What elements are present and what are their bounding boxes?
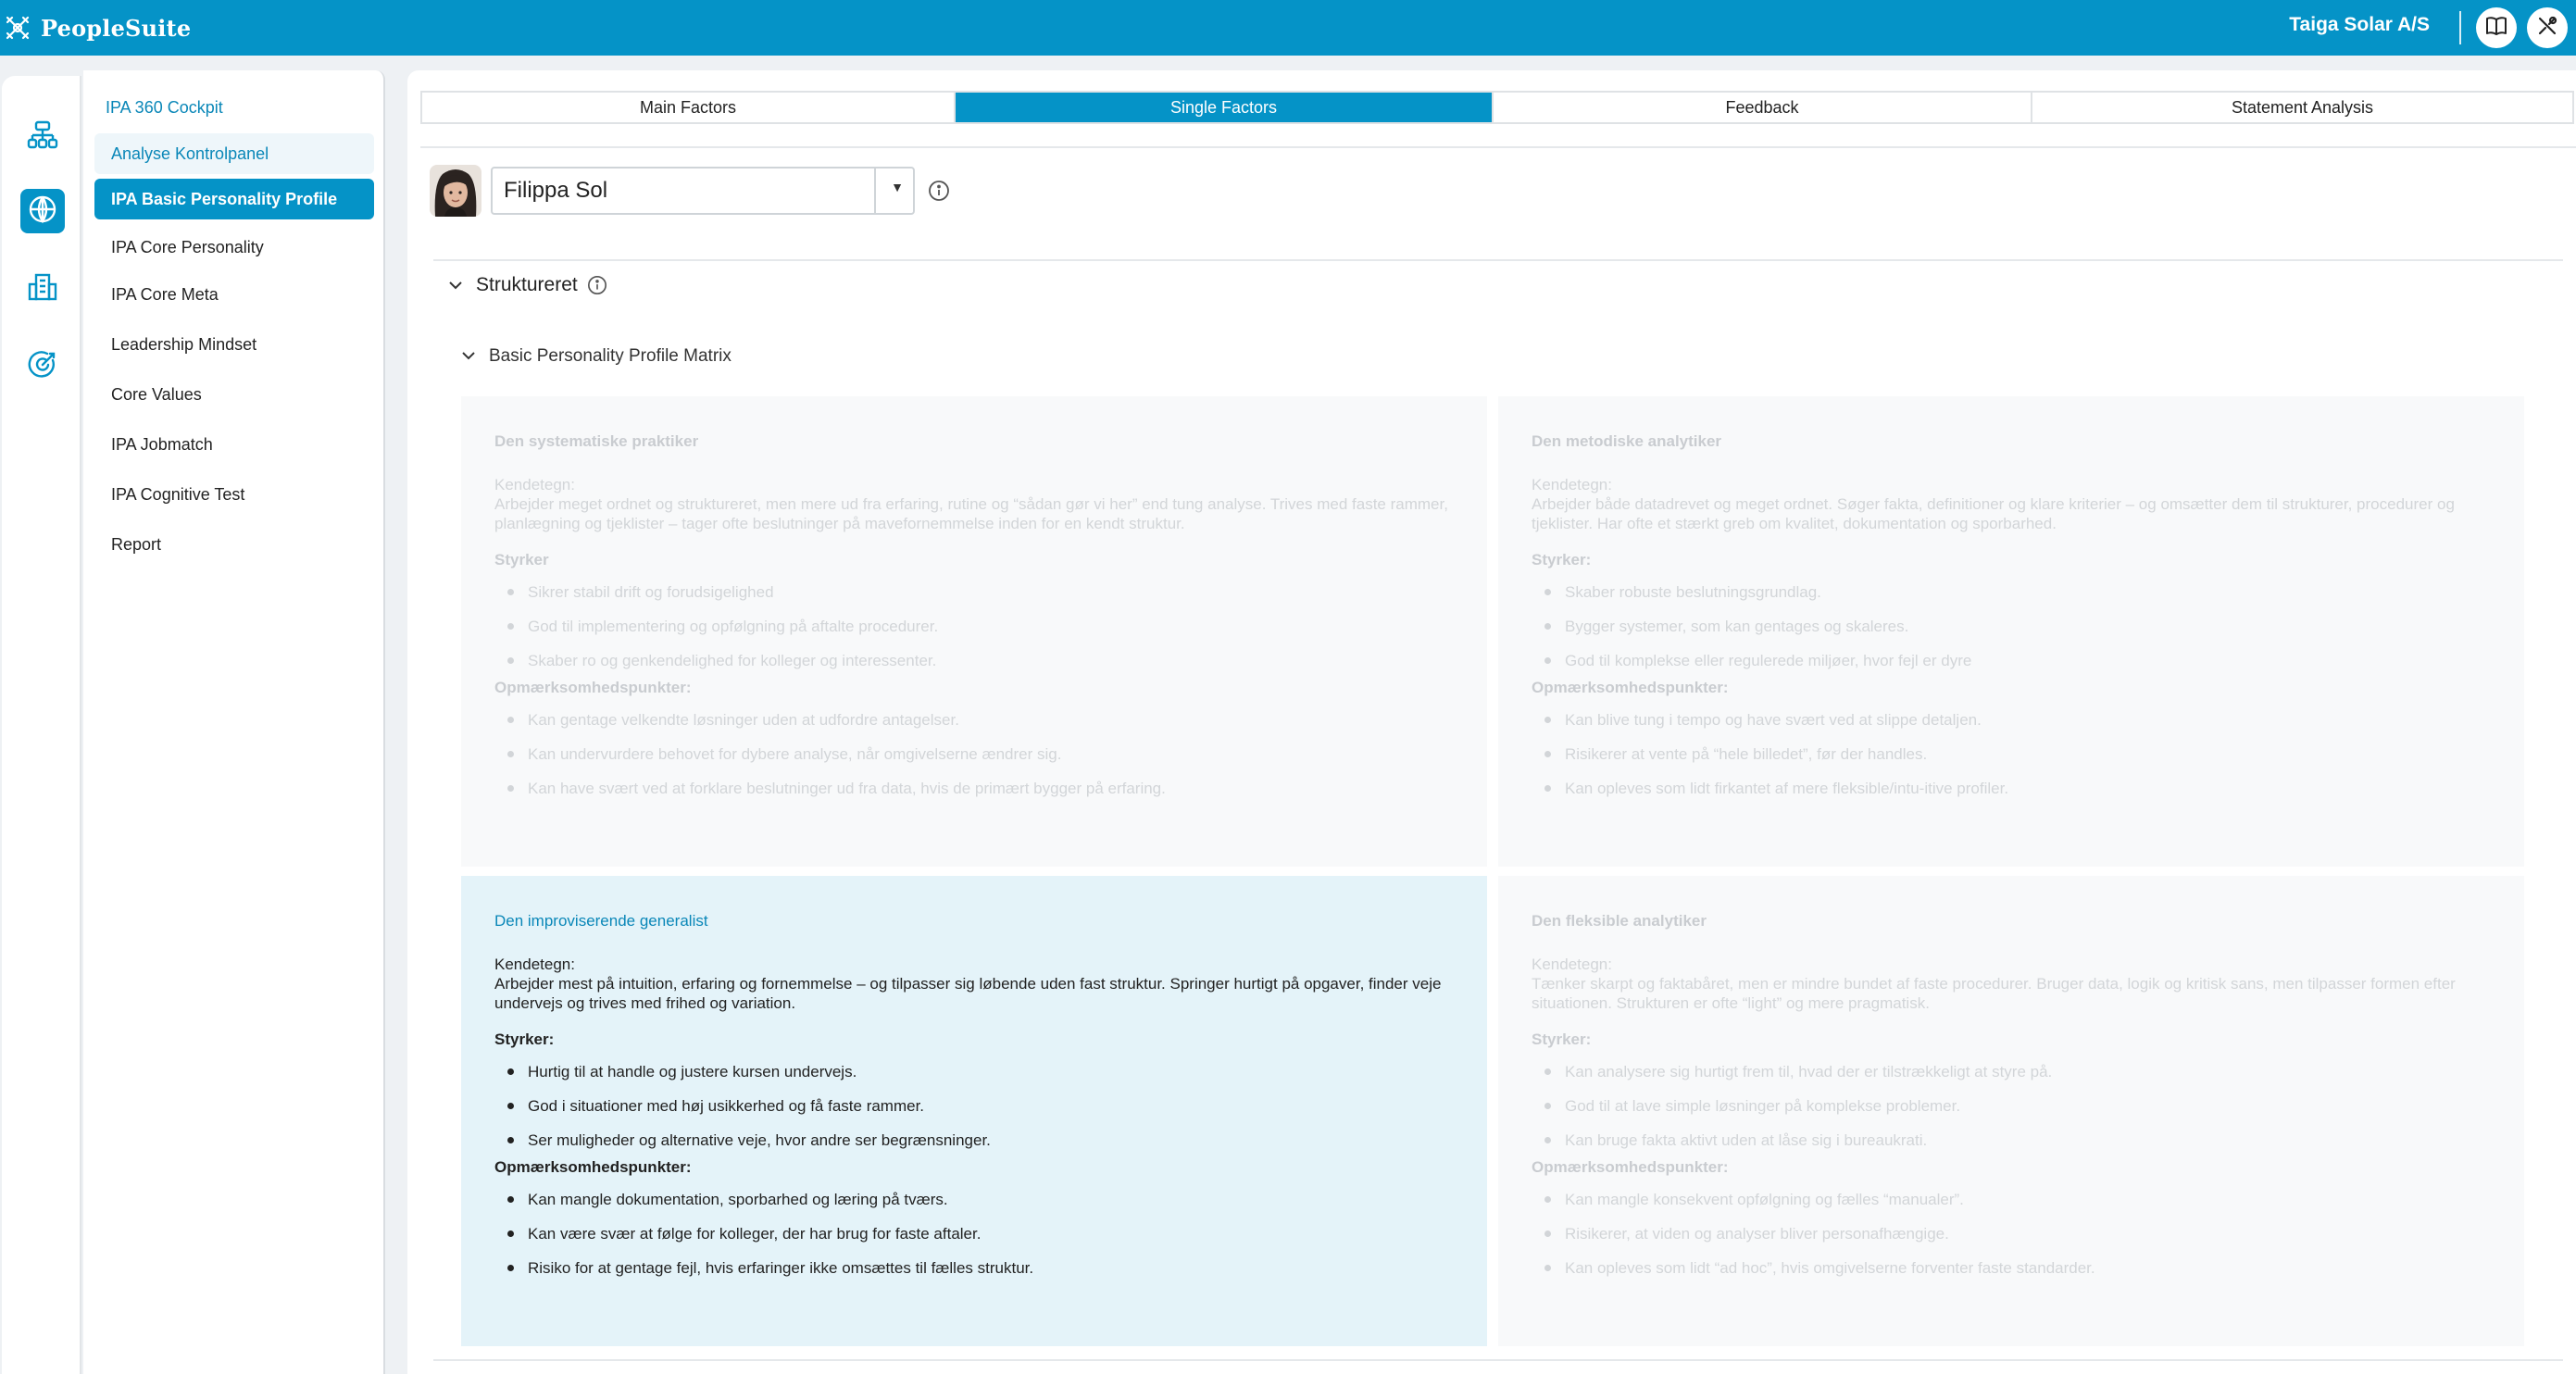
card-title: Den systematiske praktiker bbox=[494, 432, 699, 450]
list-item: God til implementering og opfølgning på aftalte procedurer. bbox=[494, 609, 1454, 643]
divider bbox=[433, 259, 2563, 261]
card-styrker-label: Styrker: bbox=[1532, 551, 1592, 568]
top-bar bbox=[0, 0, 2576, 56]
rail-org-chart[interactable] bbox=[20, 115, 65, 159]
card-description: Tænker skarpt og faktabåret, men er mindre bundet af faste procedurer. Bruger data, logik og kritisk sans, men tilpasser formen efter situationen. Strukturen er ofte “light” og mere pragmatisk. bbox=[1532, 975, 2456, 1012]
list-item: Risikerer at vente på “hele billedet”, før der handles. bbox=[1532, 737, 2491, 771]
avatar bbox=[430, 165, 481, 217]
card-opm-label: Opmærksomhedspunkter: bbox=[494, 679, 692, 696]
peoplesuite-logo-icon bbox=[4, 14, 31, 42]
help-book-button[interactable] bbox=[2476, 7, 2517, 48]
person-select[interactable] bbox=[491, 167, 915, 215]
target-icon bbox=[27, 349, 58, 385]
list-item: Sikrer stabil drift og forudsigelighed bbox=[494, 575, 1454, 609]
card-opm-label: Opmærksomhedspunkter: bbox=[494, 1158, 692, 1176]
caret-down-icon[interactable]: ▼ bbox=[891, 180, 904, 194]
divider bbox=[433, 1359, 2563, 1361]
chevron-down-icon bbox=[461, 346, 476, 367]
styrker-list bbox=[1532, 1055, 2491, 1157]
tab-single-factors[interactable]: Single Factors bbox=[956, 93, 1494, 122]
list-item: Kan undervurdere behovet for dybere analyse, når omgivelserne ændrer sig. bbox=[494, 737, 1454, 771]
nav-item-report[interactable]: Report bbox=[111, 534, 162, 554]
app-name: PeopleSuite bbox=[41, 14, 192, 42]
tab-feedback[interactable]: Feedback bbox=[1494, 93, 2032, 122]
tab-main-factors[interactable]: Main Factors bbox=[422, 93, 956, 122]
nav-item-ipa-core-meta[interactable]: IPA Core Meta bbox=[111, 284, 219, 304]
list-item: Kan gentage velkendte løsninger uden at udfordre antagelser. bbox=[494, 703, 1454, 737]
styrker-list bbox=[1532, 575, 2491, 678]
globe-icon bbox=[27, 194, 58, 230]
matrix-card-fleksible-analytiker[interactable] bbox=[1498, 876, 2524, 1346]
list-item: Skaber robuste beslutningsgrundlag. bbox=[1532, 575, 2491, 609]
tools-icon bbox=[2536, 15, 2558, 42]
list-item: Bygger systemer, som kan gentages og skaleres. bbox=[1532, 609, 2491, 643]
list-item: God til at lave simple løsninger på komplekse problemer. bbox=[1532, 1089, 2491, 1123]
subsection-title: Basic Personality Profile Matrix bbox=[489, 346, 732, 366]
list-item: Kan have svært ved at forklare beslutninger ud fra data, hvis de primært bygger på erfaring. bbox=[494, 771, 1454, 806]
list-item: God til komplekse eller regulerede miljøer, hvor fejl er dyre bbox=[1532, 643, 2491, 678]
main-content bbox=[407, 70, 2576, 1374]
styrker-list bbox=[494, 575, 1454, 678]
divider bbox=[420, 146, 2576, 148]
list-item: Kan blive tung i tempo og have svært ved at slippe detaljen. bbox=[1532, 703, 2491, 737]
header-divider bbox=[2459, 11, 2461, 44]
list-item: Skaber ro og genkendelighed for kolleger og interessenter. bbox=[494, 643, 1454, 678]
list-item: Risiko for at gentage fejl, hvis erfaringer ikke omsættes til fælles struktur. bbox=[494, 1251, 1454, 1285]
subsection-header-matrix[interactable] bbox=[461, 346, 732, 367]
opm-list bbox=[1532, 703, 2491, 806]
card-kendetegn-label: Kendetegn: bbox=[494, 956, 575, 973]
tab-bar bbox=[420, 91, 2574, 124]
card-description: Arbejder mest på intuition, erfaring og fornemmelse – og tilpasser sig løbende uden fast struktur. Springer hurtigt på opgaver, finder veje undervejs og trives med frihed og variation. bbox=[494, 975, 1442, 1012]
section-title: Struktureret bbox=[476, 274, 578, 295]
list-item: Kan mangle konsekvent opfølgning og fælles “manualer”. bbox=[1532, 1182, 2491, 1217]
nav-item-ipa-basic-personality-profile[interactable]: IPA Basic Personality Profile bbox=[94, 179, 374, 219]
styrker-list bbox=[494, 1055, 1454, 1157]
icon-rail bbox=[2, 76, 81, 1374]
card-title: Den metodiske analytiker bbox=[1532, 432, 1722, 450]
list-item: Kan opleves som lidt firkantet af mere fleksible/intu-itive profiler. bbox=[1532, 771, 2491, 806]
matrix-card-systematiske-praktiker[interactable] bbox=[461, 396, 1487, 867]
card-kendetegn-label: Kendetegn: bbox=[1532, 476, 1612, 493]
card-description: Arbejder både datadrevet og meget ordnet. Søger fakta, definitioner og klare kriterier – og omsætter dem til strukturer, procedurer og tjeklister. Har ofte et stærkt greb om kvalitet, dokumentation og sporbarhed. bbox=[1532, 495, 2455, 532]
nav-item-leadership-mindset[interactable]: Leadership Mindset bbox=[111, 334, 257, 354]
rail-target[interactable] bbox=[20, 344, 65, 389]
card-kendetegn-label: Kendetegn: bbox=[494, 476, 575, 493]
rail-globe[interactable] bbox=[20, 189, 65, 233]
card-opm-label: Opmærksomhedspunkter: bbox=[1532, 1158, 1729, 1176]
list-item: Kan bruge fakta aktivt uden at låse sig i bureaukrati. bbox=[1532, 1123, 2491, 1157]
nav-item-ipa-core-personality[interactable]: IPA Core Personality bbox=[111, 237, 264, 256]
select-separator bbox=[874, 169, 876, 213]
list-item: God i situationer med høj usikkerhed og få faste rammer. bbox=[494, 1089, 1454, 1123]
opm-list bbox=[494, 1182, 1454, 1285]
card-styrker-label: Styrker bbox=[494, 551, 549, 568]
card-description: Arbejder meget ordnet og struktureret, men mere ud fra erfaring, rutine og “sådan gør vi her” end tung analyse. Trives med faste rammer, planlægning og tjeklister – tager ofte beslutninger på mavefornemmelse inden for en kendt struktur. bbox=[494, 495, 1448, 532]
matrix-card-improviserende-generalist[interactable] bbox=[461, 876, 1487, 1346]
opm-list bbox=[1532, 1182, 2491, 1285]
nav-item-ipa-jobmatch[interactable]: IPA Jobmatch bbox=[111, 434, 213, 454]
nav-panel bbox=[83, 70, 385, 1374]
list-item: Risikerer, at viden og analyser bliver personafhængige. bbox=[1532, 1217, 2491, 1251]
nav-title[interactable]: IPA 360 Cockpit bbox=[106, 98, 223, 117]
card-title: Den improviserende generalist bbox=[494, 912, 708, 930]
card-kendetegn-label: Kendetegn: bbox=[1532, 956, 1612, 973]
list-item: Hurtig til at handle og justere kursen undervejs. bbox=[494, 1055, 1454, 1089]
card-opm-label: Opmærksomhedspunkter: bbox=[1532, 679, 1729, 696]
book-icon bbox=[2485, 16, 2507, 41]
card-styrker-label: Styrker: bbox=[1532, 1030, 1592, 1048]
tab-statement-analysis[interactable]: Statement Analysis bbox=[2231, 97, 2374, 117]
org-chart-icon bbox=[27, 119, 58, 156]
opm-list bbox=[494, 703, 1454, 806]
chevron-down-icon bbox=[448, 274, 463, 296]
list-item: Kan være svær at følge for kolleger, der har brug for faste aftaler. bbox=[494, 1217, 1454, 1251]
company-name[interactable]: Taiga Solar A/S bbox=[2289, 14, 2430, 35]
card-styrker-label: Styrker: bbox=[494, 1030, 555, 1048]
nav-item-core-values[interactable]: Core Values bbox=[111, 384, 202, 404]
info-icon[interactable] bbox=[587, 275, 607, 295]
buildings-icon bbox=[27, 271, 58, 307]
list-item: Kan mangle dokumentation, sporbarhed og læring på tværs. bbox=[494, 1182, 1454, 1217]
list-item: Kan analysere sig hurtigt frem til, hvad der er tilstrækkeligt at styre på. bbox=[1532, 1055, 2491, 1089]
card-title: Den fleksible analytiker bbox=[1532, 912, 1707, 930]
rail-buildings[interactable] bbox=[20, 267, 65, 311]
tools-button[interactable] bbox=[2527, 7, 2568, 48]
nav-item-analyse-kontrolpanel[interactable]: Analyse Kontrolpanel bbox=[94, 133, 374, 174]
person-select-value: Filippa Sol bbox=[504, 178, 608, 203]
list-item: Ser muligheder og alternative veje, hvor andre ser begrænsninger. bbox=[494, 1123, 1454, 1157]
section-header-struktureret[interactable] bbox=[448, 274, 607, 296]
matrix-card-metodiske-analytiker[interactable] bbox=[1498, 396, 2524, 867]
info-icon[interactable] bbox=[928, 180, 950, 206]
list-item: Kan opleves som lidt “ad hoc”, hvis omgivelserne forventer faste standarder. bbox=[1532, 1251, 2491, 1285]
nav-item-ipa-cognitive-test[interactable]: IPA Cognitive Test bbox=[111, 484, 245, 504]
brand[interactable] bbox=[4, 14, 191, 42]
